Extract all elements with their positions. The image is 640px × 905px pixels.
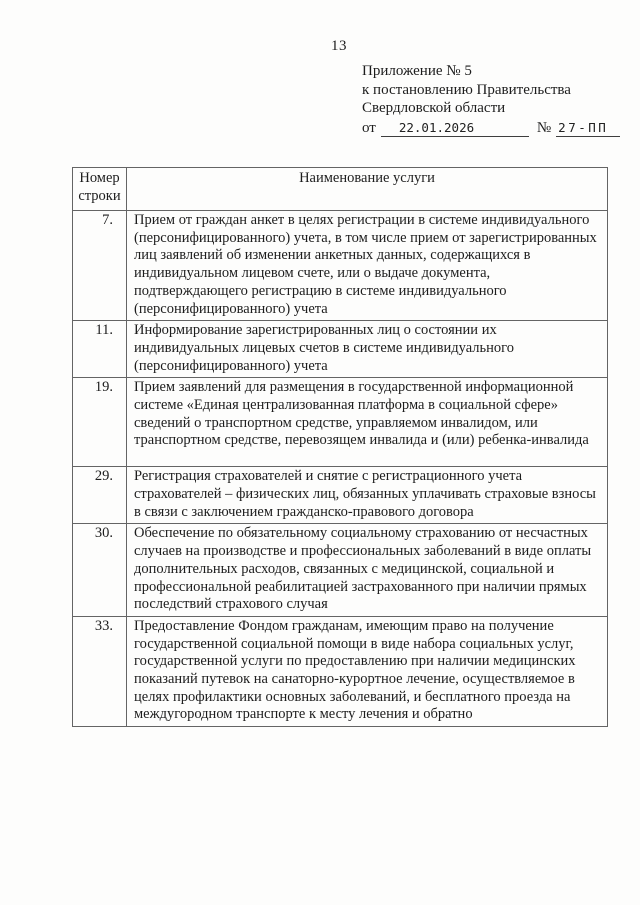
doc-number-underline <box>556 120 620 137</box>
table-row <box>73 616 608 726</box>
row-number-cell: 29. <box>73 467 127 524</box>
table-row <box>73 321 608 378</box>
row-number-header: Номер строки <box>73 168 127 211</box>
row-number-cell: 19. <box>73 378 127 467</box>
table-row <box>73 378 608 467</box>
date-line <box>362 119 620 138</box>
table-header-row <box>73 168 608 211</box>
service-name-cell: Обеспечение по обязательному социальному страхованию от несчастных случаев на производстве и профессиональных заболеваний в виде оплаты дополнительных расходов, связанных с медицинской, социальной и профессиональной реабилитацией застрахованного при наличии прямых последствий страхового случая <box>127 524 608 617</box>
row-number-cell: 30. <box>73 524 127 617</box>
from-label: от <box>362 119 376 136</box>
service-name-cell: Прием от граждан анкет в целях регистрации в системе индивидуального (персонифицированного) учета, в том числе прием от зарегистрированных лиц заявлений об изменении анкетных данных, содержащихся в индивидуальном лицевом счете, или о выдаче документа, подтверждающего регистрацию в системе индивидуального (персонифицированного) учета <box>127 211 608 321</box>
appendix-block <box>362 62 620 137</box>
services-table <box>72 167 608 727</box>
appendix-line-2: к постановлению Правительства <box>362 81 571 98</box>
row-number-cell: 33. <box>73 616 127 726</box>
appendix-line-3: Свердловской области <box>362 100 506 116</box>
doc-number-value: 27-ПП <box>558 120 609 135</box>
date-underline <box>381 120 529 137</box>
service-name-cell: Прием заявлений для размещения в государственной информационной системе «Единая централизованная платформа в социальной сфере» сведений о транспортном средстве, управляемом инвалидом, или транспортном средстве, перевозящем инвалида и (или) ребенка-инвалида <box>127 378 608 467</box>
service-name-header: Наименование услуги <box>127 168 608 211</box>
table-row <box>73 524 608 617</box>
service-name-cell: Информирование зарегистрированных лиц о состоянии их индивидуальных лицевых счетов в системе индивидуального (персонифицированного) учета <box>127 321 608 378</box>
row-number-cell: 7. <box>73 211 127 321</box>
table-row <box>73 211 608 321</box>
table-row <box>73 467 608 524</box>
date-value: 22.01.2026 <box>398 120 475 135</box>
appendix-line-1: Приложение № 5 <box>362 63 472 79</box>
page-number: 13 <box>331 38 347 54</box>
service-name-cell: Регистрация страхователей и снятие с регистрационного учета страхователей – физических лиц, обязанных уплачивать страховые взносы в связи с заключением гражданско-правового договора <box>127 467 608 524</box>
number-sign: № <box>536 119 552 136</box>
service-name-cell: Предоставление Фондом гражданам, имеющим право на получение государственной социальной помощи в виде набора социальных услуг, государственной услуги по предоставлению при наличии медицинских показаний путевок на санаторно-курортное лечение, осуществляемое в целях профилактики основных заболеваний, и бесплатного проезда на междугородном транспорте к месту лечения и обратно <box>127 616 608 726</box>
row-number-cell: 11. <box>73 321 127 378</box>
